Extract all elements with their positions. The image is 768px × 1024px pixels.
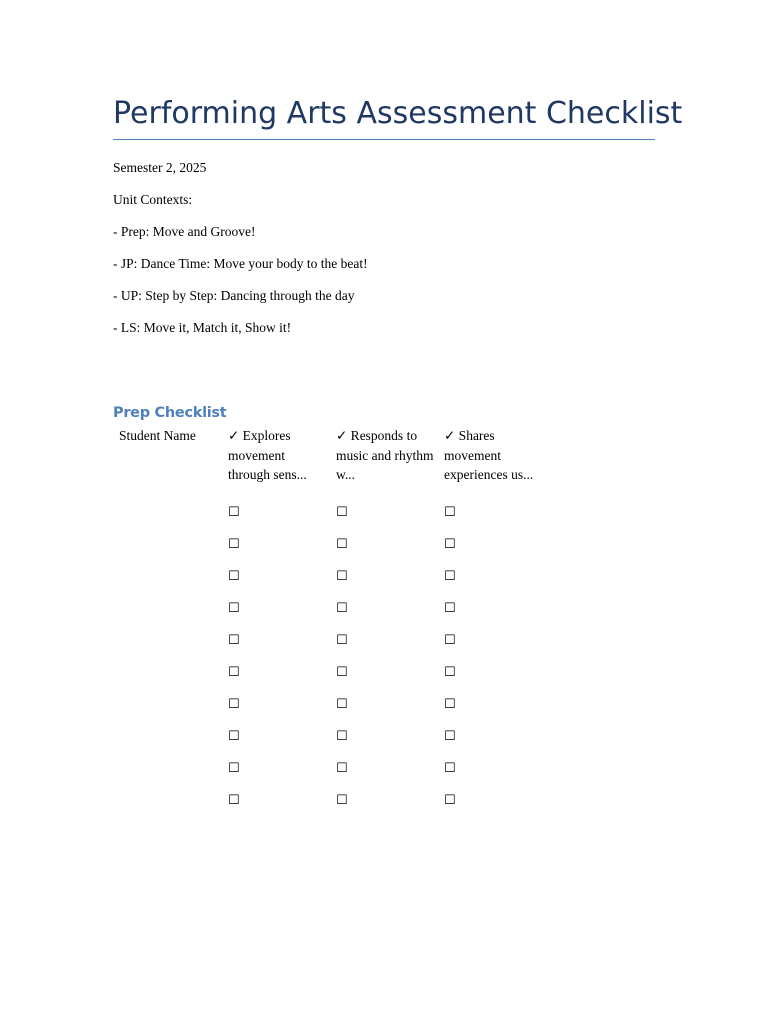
column-header-responds-to-music: ✓ Responds to music and rhythm w... bbox=[336, 428, 434, 482]
table-row bbox=[113, 758, 546, 790]
checkbox-responds-to-music[interactable]: ☐ bbox=[336, 600, 348, 616]
checkbox-shares-movement[interactable]: ☐ bbox=[444, 568, 456, 584]
criterion-cell-responds-to-music bbox=[330, 662, 438, 694]
student-name-cell[interactable] bbox=[113, 502, 222, 534]
criterion-cell-explores-movement bbox=[222, 534, 330, 566]
table-row bbox=[113, 502, 546, 534]
criterion-cell-explores-movement bbox=[222, 726, 330, 758]
checkbox-responds-to-music[interactable]: ☐ bbox=[336, 568, 348, 584]
checkbox-responds-to-music[interactable]: ☐ bbox=[336, 504, 348, 520]
criterion-cell-shares-movement bbox=[438, 790, 546, 822]
checkbox-responds-to-music[interactable]: ☐ bbox=[336, 632, 348, 648]
criterion-cell-responds-to-music bbox=[330, 598, 438, 630]
criterion-cell-shares-movement bbox=[438, 598, 546, 630]
criterion-cell-responds-to-music bbox=[330, 790, 438, 822]
criterion-cell-responds-to-music bbox=[330, 566, 438, 598]
table-header-row bbox=[113, 426, 546, 502]
unit-context-prep: - Prep: Move and Groove! bbox=[113, 224, 256, 239]
criterion-cell-shares-movement bbox=[438, 726, 546, 758]
checkbox-explores-movement[interactable]: ☐ bbox=[228, 504, 240, 520]
student-name-cell[interactable] bbox=[113, 758, 222, 790]
column-header-explores-movement: ✓ Explores movement through sens... bbox=[228, 428, 307, 482]
criterion-cell-shares-movement bbox=[438, 758, 546, 790]
prep-checklist-table bbox=[113, 426, 546, 822]
checkbox-explores-movement[interactable]: ☐ bbox=[228, 792, 240, 808]
column-header-student-name: Student Name bbox=[119, 428, 196, 443]
table-row bbox=[113, 726, 546, 758]
table-row bbox=[113, 790, 546, 822]
document-title: Performing Arts Assessment Checklist bbox=[113, 96, 683, 131]
prep-checklist-heading: Prep Checklist bbox=[113, 405, 227, 421]
criterion-cell-responds-to-music bbox=[330, 534, 438, 566]
criterion-cell-responds-to-music bbox=[330, 502, 438, 534]
title-underline bbox=[113, 139, 655, 140]
criterion-cell-explores-movement bbox=[222, 502, 330, 534]
student-name-cell[interactable] bbox=[113, 790, 222, 822]
column-header-shares-movement: ✓ Shares movement experiences us... bbox=[444, 428, 534, 482]
checkbox-shares-movement[interactable]: ☐ bbox=[444, 792, 456, 808]
checkbox-explores-movement[interactable]: ☐ bbox=[228, 568, 240, 584]
student-name-cell[interactable] bbox=[113, 726, 222, 758]
checkbox-explores-movement[interactable]: ☐ bbox=[228, 760, 240, 776]
checkbox-shares-movement[interactable]: ☐ bbox=[444, 696, 456, 712]
criterion-cell-explores-movement bbox=[222, 790, 330, 822]
checkbox-responds-to-music[interactable]: ☐ bbox=[336, 536, 348, 552]
student-name-cell[interactable] bbox=[113, 534, 222, 566]
unit-contexts-label: Unit Contexts: bbox=[113, 192, 193, 207]
table-row bbox=[113, 534, 546, 566]
criterion-cell-shares-movement bbox=[438, 534, 546, 566]
student-name-cell[interactable] bbox=[113, 630, 222, 662]
criterion-cell-responds-to-music bbox=[330, 630, 438, 662]
checkbox-shares-movement[interactable]: ☐ bbox=[444, 760, 456, 776]
unit-context-up: - UP: Step by Step: Dancing through the day bbox=[113, 288, 355, 303]
checkbox-explores-movement[interactable]: ☐ bbox=[228, 696, 240, 712]
table-row bbox=[113, 566, 546, 598]
student-name-cell[interactable] bbox=[113, 566, 222, 598]
table-row bbox=[113, 598, 546, 630]
criterion-cell-explores-movement bbox=[222, 630, 330, 662]
criterion-cell-responds-to-music bbox=[330, 758, 438, 790]
checkbox-shares-movement[interactable]: ☐ bbox=[444, 664, 456, 680]
table-row bbox=[113, 694, 546, 726]
checkbox-responds-to-music[interactable]: ☐ bbox=[336, 664, 348, 680]
criterion-cell-responds-to-music bbox=[330, 726, 438, 758]
unit-context-jp: - JP: Dance Time: Move your body to the beat! bbox=[113, 256, 368, 271]
checkbox-responds-to-music[interactable]: ☐ bbox=[336, 760, 348, 776]
checkbox-explores-movement[interactable]: ☐ bbox=[228, 536, 240, 552]
student-name-cell[interactable] bbox=[113, 662, 222, 694]
checkbox-explores-movement[interactable]: ☐ bbox=[228, 664, 240, 680]
student-name-cell[interactable] bbox=[113, 694, 222, 726]
checkbox-responds-to-music[interactable]: ☐ bbox=[336, 728, 348, 744]
checkbox-responds-to-music[interactable]: ☐ bbox=[336, 792, 348, 808]
checkbox-explores-movement[interactable]: ☐ bbox=[228, 600, 240, 616]
criterion-cell-shares-movement bbox=[438, 566, 546, 598]
student-name-cell[interactable] bbox=[113, 598, 222, 630]
unit-context-ls: - LS: Move it, Match it, Show it! bbox=[113, 320, 292, 335]
checkbox-shares-movement[interactable]: ☐ bbox=[444, 504, 456, 520]
table-row bbox=[113, 662, 546, 694]
checkbox-shares-movement[interactable]: ☐ bbox=[444, 536, 456, 552]
criterion-cell-shares-movement bbox=[438, 662, 546, 694]
semester-text: Semester 2, 2025 bbox=[113, 160, 207, 175]
checkbox-explores-movement[interactable]: ☐ bbox=[228, 728, 240, 744]
checkbox-shares-movement[interactable]: ☐ bbox=[444, 600, 456, 616]
table-row bbox=[113, 630, 546, 662]
criterion-cell-explores-movement bbox=[222, 598, 330, 630]
checkbox-explores-movement[interactable]: ☐ bbox=[228, 632, 240, 648]
criterion-cell-explores-movement bbox=[222, 758, 330, 790]
criterion-cell-explores-movement bbox=[222, 694, 330, 726]
checkbox-shares-movement[interactable]: ☐ bbox=[444, 632, 456, 648]
criterion-cell-explores-movement bbox=[222, 566, 330, 598]
criterion-cell-explores-movement bbox=[222, 662, 330, 694]
criterion-cell-responds-to-music bbox=[330, 694, 438, 726]
criterion-cell-shares-movement bbox=[438, 630, 546, 662]
checkbox-responds-to-music[interactable]: ☐ bbox=[336, 696, 348, 712]
criterion-cell-shares-movement bbox=[438, 694, 546, 726]
checkbox-shares-movement[interactable]: ☐ bbox=[444, 728, 456, 744]
criterion-cell-shares-movement bbox=[438, 502, 546, 534]
